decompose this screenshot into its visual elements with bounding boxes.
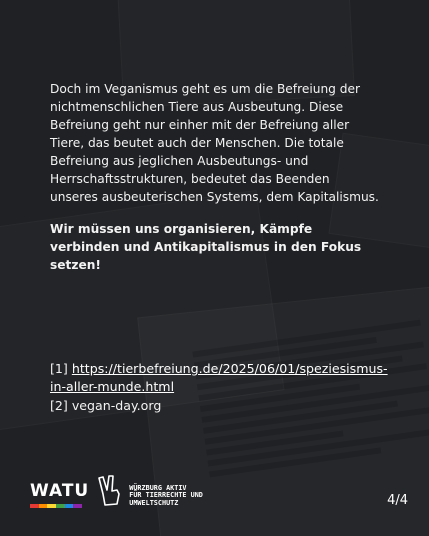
reference-text: vegan-day.org bbox=[71, 397, 162, 413]
paragraph-1: Doch im Veganismus geht es um die Befreiung der nichtmenschlichen Tiere aus Ausbeutung. Diese Befreiung geht nur einher mit der Befreiung aller Tiere, das beutet auch der Menschen. Die totale Befreiung aus jeglichen Ausbeutungs- und Herrschaftsstrukturen, bedeutet das Beenden unseres ausbeuterischen Systems, dem Kapitalismus. bbox=[50, 82, 379, 205]
watu-logo bbox=[30, 474, 203, 508]
paragraph-2: Wir müssen uns organisieren, Kämpfe verbinden und Antikapitalismus in den Fokus setzen! bbox=[50, 222, 362, 273]
rainbow-bar bbox=[30, 504, 82, 508]
main-text bbox=[50, 80, 380, 288]
logo-tagline bbox=[129, 485, 203, 508]
page-indicator: 4/4 bbox=[387, 493, 408, 508]
references bbox=[50, 360, 390, 415]
reference-marker: [2] bbox=[50, 397, 68, 413]
reference-link[interactable]: https://tierbefreiung.de/2025/06/01/speziesismus-in-aller-munde.html bbox=[50, 361, 388, 395]
tagline-line: UMWELTSCHUTZ bbox=[129, 499, 179, 508]
reference-marker: [1] bbox=[50, 361, 68, 376]
peace-hand-icon bbox=[95, 474, 123, 508]
reference-2 bbox=[50, 397, 390, 415]
tagline-line: FÜR TIERRECHTE UND bbox=[129, 491, 203, 500]
logo-wordmark-block bbox=[30, 481, 89, 508]
tagline-line: WÜRZBURG AKTIV bbox=[129, 483, 187, 492]
reference-1 bbox=[50, 360, 390, 397]
logo-wordmark: WATU bbox=[30, 481, 90, 501]
